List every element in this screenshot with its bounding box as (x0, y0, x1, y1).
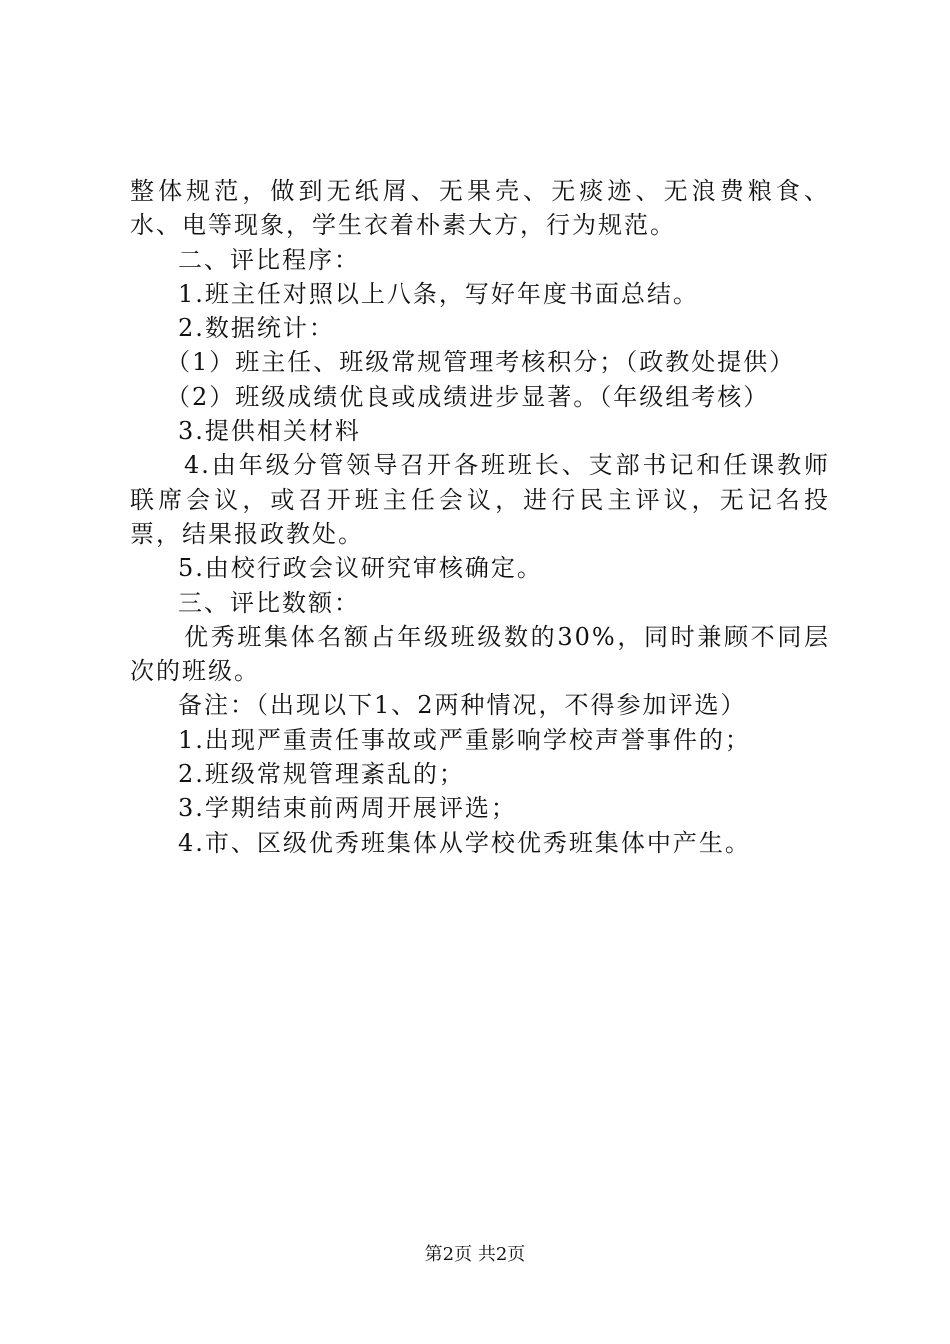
page-number-footer: 第2页 共2页 (424, 1244, 526, 1265)
procedure-item-1: 1.班主任对照以上八条，写好年度书面总结。 (178, 279, 699, 308)
procedure-item-3: 3.提供相关材料 (178, 417, 361, 446)
remarks-heading: 备注：（出现以下1、2两种情况，不得参加评选） (178, 691, 747, 720)
paragraph-continuation: 整体规范，做到无纸屑、无果壳、无痰迹、无浪费粮食、水、电等现象，学生衣着朴素大方，行为规范。 (130, 177, 830, 240)
quota-paragraph: 优秀班集体名额占年级班级数的30%，同时兼顾不同层次的班级。 (130, 622, 830, 686)
remark-item-2: 2.班级常规管理紊乱的； (178, 760, 465, 789)
procedure-subitem-2: （2）班级成绩优良或成绩进步显著。（年级组考核） (166, 382, 770, 411)
procedure-item-2: 2.数据统计： (178, 314, 335, 343)
section-heading-quota: 三、评比数额： (178, 588, 360, 617)
remark-item-4: 4.市、区级优秀班集体从学校优秀班集体中产生。 (178, 828, 751, 857)
section-heading-procedure: 二、评比程序： (178, 245, 360, 274)
procedure-subitem-1: （1）班主任、班级常规管理考核积分；（政教处提供） (166, 348, 796, 377)
procedure-item-4: 4.由年级分管领导召开各班班长、支部书记和任课教师联席会议，或召开班主任会议，进行民主评议，无记名投票，结果报政教处。 (130, 451, 830, 548)
remark-item-3: 3.学期结束前两周开展评选； (178, 794, 517, 823)
remark-item-1: 1.出现严重责任事故或严重影响学校声誉事件的； (178, 725, 751, 754)
document-body (130, 174, 830, 860)
procedure-item-5: 5.由校行政会议研究审核确定。 (178, 554, 543, 583)
